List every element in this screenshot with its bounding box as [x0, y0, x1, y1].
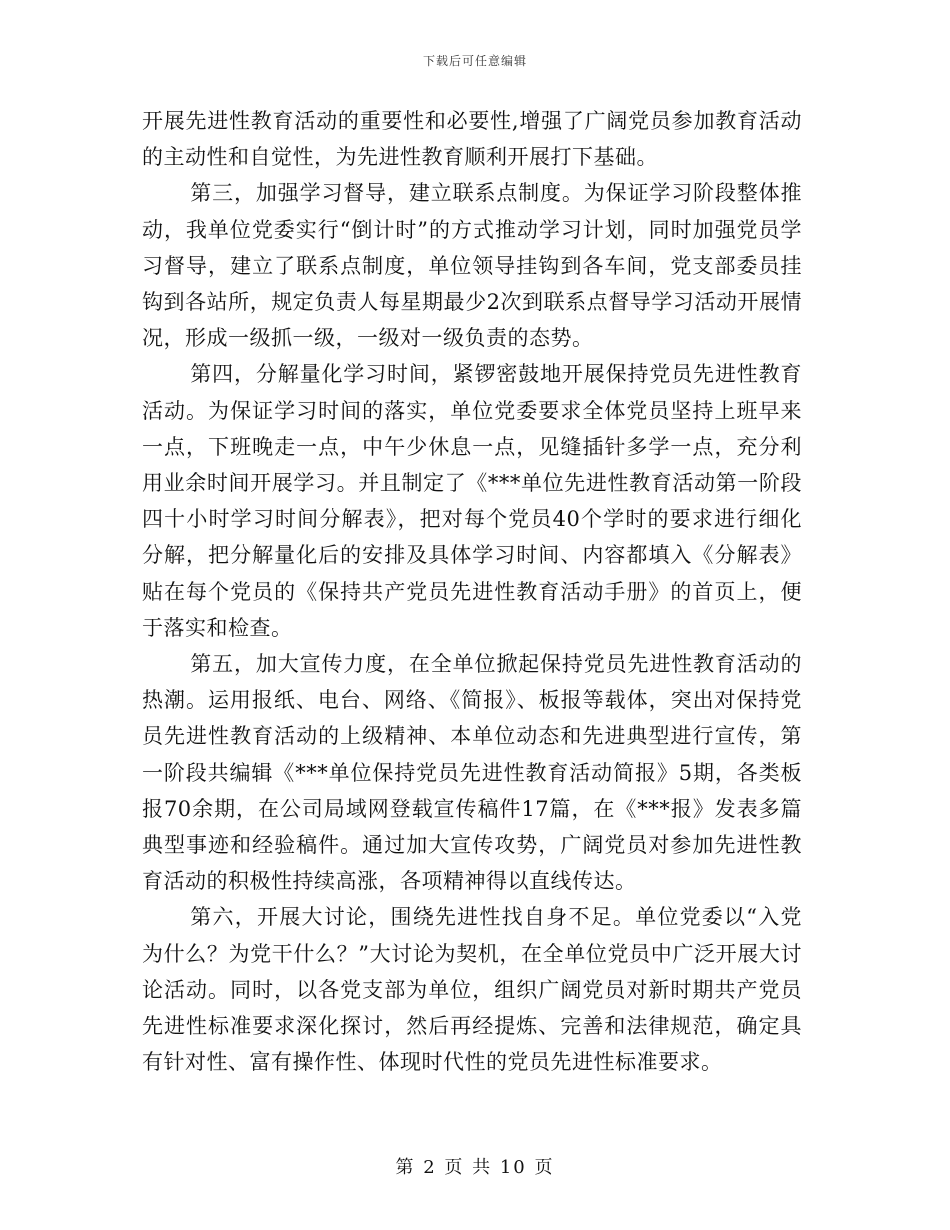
- paragraph-fifth-point: 第五，加大宣传力度，在全单位掀起保持党员先进性教育活动的热潮。运用报纸、电台、网络、《简报》、板报等载体，突出对保持党员先进性教育活动的上级精神、本单位动态和先进典型进行宣传，第一阶段共编辑《***单位保持党员先进性教育活动简报》5期，各类板报70余期，在公司局域网登载宣传稿件17篇，在《***报》发表多篇典型事迹和经验稿件。通过加大宣传攻势，广阔党员对参加先进性教育活动的积极性持续高涨，各项精神得以直线传达。: [142, 652, 802, 894]
- header-note: 下载后可任意编辑: [422, 54, 527, 68]
- paragraph-sixth-point: 第六，开展大讨论，围绕先进性找自身不足。单位党委以“入党为什么？为党干什么？”大讨论为契机，在全单位党员中广泛开展大讨论活动。同时，以各党支部为单位，组织广阔党员对新时期共产党员先进性标准要求深化探讨，然后再经提炼、完善和法律规范，确定具有针对性、富有操作性、体现时代性的党员先进性标准要求。: [142, 905, 802, 1075]
- paragraph-third-point: 第三，加强学习督导，建立联系点制度。为保证学习阶段整体推动，我单位党委实行“倒计时”的方式推动学习计划，同时加强党员学习督导，建立了联系点制度，单位领导挂钩到各车间，党支部委员挂钩到各站所，规定负责人每星期最少2次到联系点督导学习活动开展情况，形成一级抓一级，一级对一级负责的态势。: [142, 181, 802, 351]
- paragraph-fourth-point: 第四，分解量化学习时间，紧锣密鼓地开展保持党员先进性教育活动。为保证学习时间的落实，单位党委要求全体党员坚持上班早来一点，下班晚走一点，中午少休息一点，见缝插针多学一点，充分利用业余时间开展学习。并且制定了《***单位先进性教育活动第一阶段四十小时学习时间分解表》，把对每个党员40个学时的要求进行细化分解，把分解量化后的安排及具体学习时间、内容都填入《分解表》贴在每个党员的《保持共产党员先进性教育活动手册》的首页上，便于落实和检查。: [142, 362, 802, 640]
- body-text: [142, 103, 802, 1080]
- page-number-footer: 第 2 页 共 10 页: [395, 1157, 555, 1178]
- paragraph-continuation: 开展先进性教育活动的重要性和必要性,增强了广阔党员参加教育活动的主动性和自觉性，为先进性教育顺利开展打下基础。: [142, 109, 802, 170]
